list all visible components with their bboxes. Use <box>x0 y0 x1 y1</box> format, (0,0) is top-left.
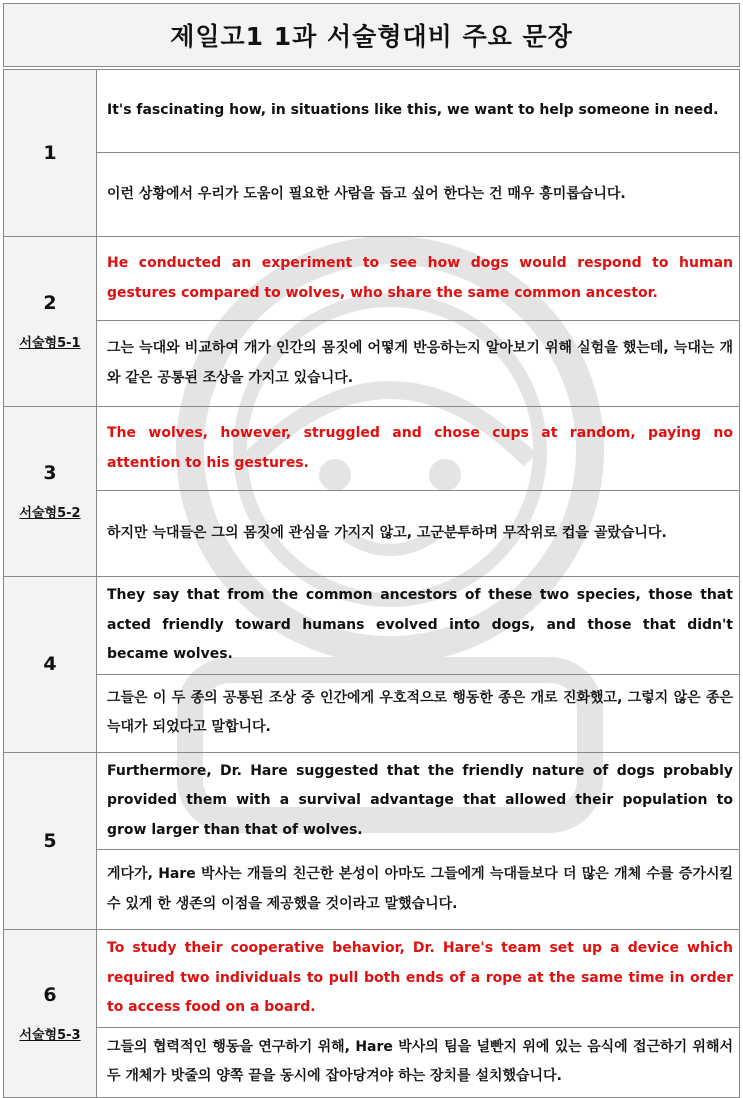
row-number: 1 <box>43 142 57 164</box>
korean-translation: 이런 상황에서 우리가 도움이 필요한 사람을 돕고 싶어 한다는 건 매우 흥미롭습니다. <box>97 153 740 237</box>
table-row <box>4 577 740 675</box>
worksheet <box>3 3 740 1098</box>
row-number-cell <box>4 407 97 577</box>
table-row <box>4 850 740 930</box>
korean-translation: 하지만 늑대들은 그의 몸짓에 관심을 가지지 않고, 고군분투하며 무작위로 컵을 골랐습니다. <box>97 491 740 577</box>
row-number-cell <box>4 930 97 1098</box>
english-sentence: The wolves, however, struggled and chose cups at random, paying no attention to his gestures. <box>97 407 740 491</box>
row-number: 5 <box>43 829 57 852</box>
korean-translation: 그들의 협력적인 행동을 연구하기 위해, Hare 박사의 팀을 널빤지 위에 있는 음식에 접근하기 위해서 두 개체가 밧줄의 양쪽 끝을 동시에 잡아당겨야 하는 장치를 설치했습니다. <box>97 1027 740 1097</box>
exam-tag: 서술형5-3 <box>19 1027 81 1043</box>
page-title: 제일고1 1과 서술형대비 주요 문장 <box>170 22 573 51</box>
english-sentence: They say that from the common ancestors of these two species, those that acted friendly toward humans evolved into dogs, and those that didn't became wolves. <box>97 577 740 675</box>
row-number: 3 <box>43 462 57 484</box>
table-row <box>4 237 740 321</box>
row-number: 6 <box>43 983 57 1006</box>
table-row <box>4 752 740 850</box>
row-number-cell <box>4 70 97 237</box>
row-number-cell <box>4 577 97 753</box>
korean-translation: 그는 늑대와 비교하여 개가 인간의 몸짓에 어떻게 반응하는지 알아보기 위해 실험을 했는데, 늑대는 개와 같은 공통된 조상을 가지고 있습니다. <box>97 321 740 407</box>
row-number: 2 <box>43 292 57 314</box>
row-number-cell <box>4 752 97 930</box>
exam-tag: 서술형5-1 <box>19 336 81 351</box>
row-number-cell <box>4 237 97 407</box>
sentence-table <box>3 69 740 1098</box>
table-row <box>4 930 740 1028</box>
table-row <box>4 491 740 577</box>
title-box <box>3 3 740 67</box>
table-row <box>4 70 740 153</box>
english-sentence: He conducted an experiment to see how dogs would respond to human gestures compared to wolves, who share the same common ancestor. <box>97 237 740 321</box>
table-row <box>4 321 740 407</box>
table-row <box>4 407 740 491</box>
table-row <box>4 674 740 752</box>
english-sentence: Furthermore, Dr. Hare suggested that the friendly nature of dogs probably provided them with a survival advantage that allowed their population to grow larger than that of wolves. <box>97 752 740 850</box>
korean-translation: 게다가, Hare 박사는 개들의 친근한 본성이 아마도 그들에게 늑대들보다 더 많은 개체 수를 증가시킬 수 있게 한 생존의 이점을 제공했을 것이라고 말했습니다. <box>97 850 740 930</box>
english-sentence: It's fascinating how, in situations like this, we want to help someone in need. <box>97 70 740 153</box>
english-sentence: To study their cooperative behavior, Dr. Hare's team set up a device which required two individuals to pull both ends of a rope at the same time in order to access food on a board. <box>97 930 740 1028</box>
exam-tag: 서술형5-2 <box>19 506 81 521</box>
korean-translation: 그들은 이 두 종의 공통된 조상 중 인간에게 우호적으로 행동한 종은 개로 진화했고, 그렇지 않은 종은 늑대가 되었다고 말합니다. <box>97 674 740 752</box>
row-number: 4 <box>43 653 57 676</box>
table-row <box>4 153 740 237</box>
table-row <box>4 1027 740 1097</box>
